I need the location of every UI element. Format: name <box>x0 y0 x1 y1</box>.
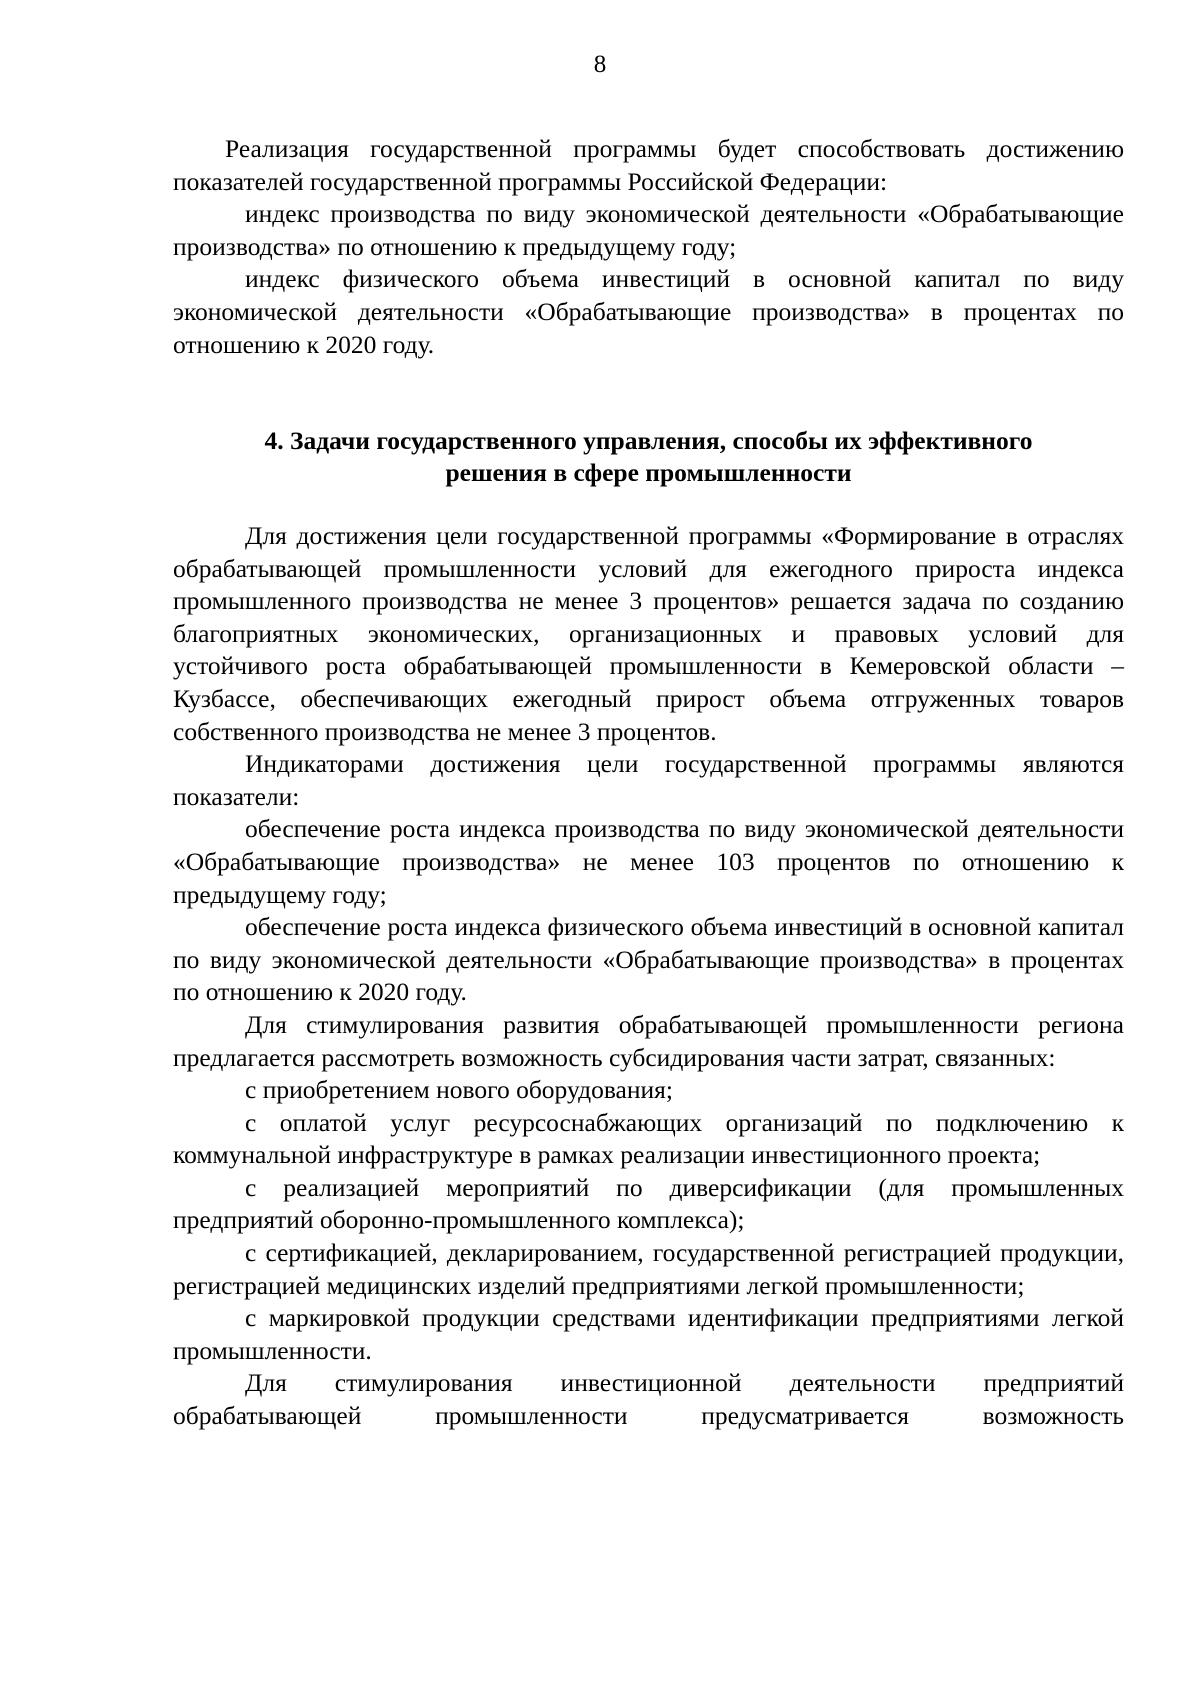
section-heading <box>173 425 1124 489</box>
list-item: с реализацией мероприятий по диверсификации (для промышленных предприятий оборонно-промышленного комплекса); <box>173 1172 1124 1235</box>
list-item: обеспечение роста индекса производства по виду экономической деятельности «Обрабатывающие производства» не менее 103 процентов по отношению к предыдущему году; <box>173 814 1124 909</box>
section-heading-line: 4. Задачи государственного управления, способы их эффективного <box>264 426 1033 455</box>
paragraph: Для стимулирования развития обрабатывающей промышленности региона предлагается рассмотреть возможность субсидирования части затрат, связанных: <box>173 1009 1124 1072</box>
list-item: обеспечение роста индекса физического объема инвестиций в основной капитал по виду экономической деятельности «Обрабатывающие производства» в процентах по отношению к 2020 году. <box>173 912 1124 1007</box>
section-body <box>173 520 1124 1433</box>
section-heading-line: решения в сфере промышленности <box>445 458 852 487</box>
paragraph: Индикаторами достижения цели государственной программы являются показатели: <box>173 749 1124 811</box>
paragraph: индекс физического объема инвестиций в основной капитал по виду экономической деятельности «Обрабатывающие производства» в процентах по отношению к 2020 году. <box>173 264 1124 359</box>
list-item: с приобретением нового оборудования; <box>245 1075 673 1105</box>
paragraph: Для стимулирования инвестиционной деятельности предприятий обрабатывающей промышленности предусматривается возможность <box>173 1368 1124 1431</box>
list-item: с оплатой услуг ресурсоснабжающих организаций по подключению к коммунальной инфраструктуре в рамках реализации инвестиционного проекта; <box>173 1107 1124 1170</box>
paragraph: индекс производства по виду экономической деятельности «Обрабатывающие производства» по отношению к предыдущему году; <box>173 199 1124 261</box>
paragraph: Реализация государственной программы будет способствовать достижению показателей государственной программы Российской Федерации: <box>173 134 1124 196</box>
page-number: 8 <box>593 51 607 78</box>
list-item: с маркировкой продукции средствами идентификации предприятиями легкой промышленности. <box>173 1303 1124 1365</box>
paragraph: Для достижения цели государственной программы «Формирование в отраслях обрабатывающей промышленности условий для ежегодного прироста индекса промышленного производства не менее 3 процентов» решается задача по созданию благоприятных экономических, организационных и правовых условий для устойчивого роста обрабатывающей промышленности в Кемеровской области – Кузбассе, обеспечивающих ежегодный прирост объема отгруженных товаров собственного производства не менее 3 процентов. <box>173 521 1124 746</box>
list-item: с сертификацией, декларированием, государственной регистрацией продукции, регистрацией медицинских изделий предприятиями легкой промышленности; <box>173 1238 1124 1300</box>
intro-block <box>173 133 1124 361</box>
